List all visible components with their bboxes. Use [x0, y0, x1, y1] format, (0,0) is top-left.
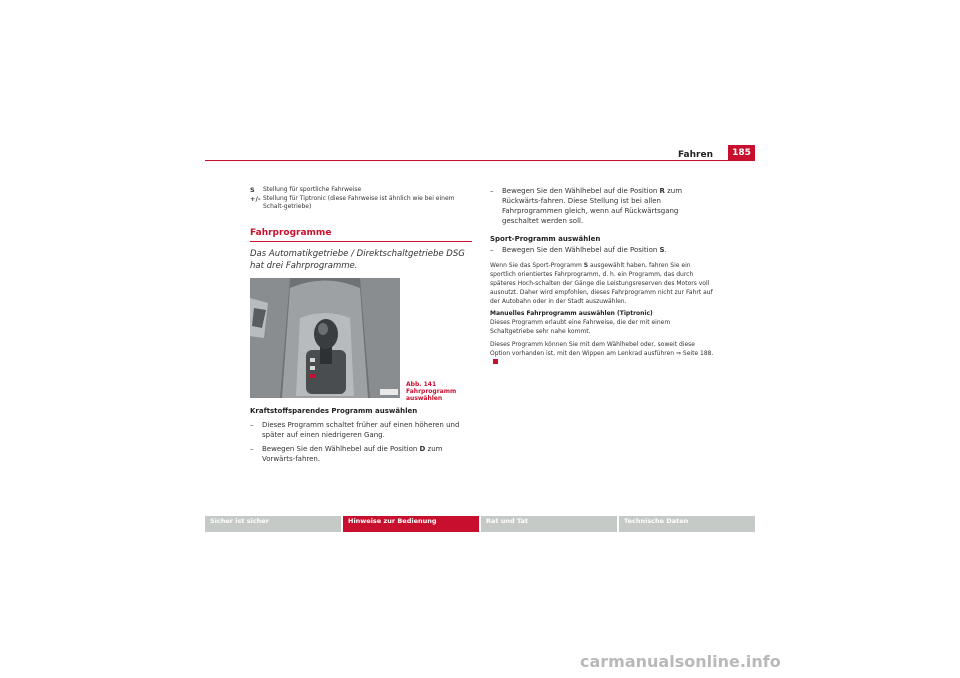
figure-caption: Abb. 141 Fahrprogramm auswählen	[406, 381, 457, 402]
sport-description: Wenn Sie das Sport-Programm S ausgewählt haben, fahren Sie ein sportlich orientiertes Fahrprogramm, d. h. ein Programm, das durch späteres Hoch-schalten der Gänge die Leistungsreserven des Motors voll ausnutzt. Daher wird empfohlen, dieses Fahrprogramm nicht zur Fahrt auf der Autobahn oder in der Stadt auszuwählen.	[490, 262, 713, 305]
gear-selector-illustration	[250, 278, 400, 398]
watermark: carmanualsonline.info	[580, 652, 781, 671]
reverse-step: – Bewegen Sie den Wählhebel auf die Position R zum Rückwärts-fahren. Diese Stellung ist bei allen Fahrprogrammen gleich, wenn auf Rückwärtsgang geschaltet werden soll.	[490, 187, 683, 225]
page-number-badge: 185	[728, 145, 755, 161]
sport-step: – Bewegen Sie den Wählhebel auf die Position S.	[490, 246, 667, 254]
section-title: Fahrprogramme	[250, 228, 472, 242]
footer-tab-advice[interactable]: Rat und Tat	[481, 516, 617, 532]
gear-key-s: S	[659, 246, 665, 254]
legend-key: S	[250, 186, 255, 194]
section-intro: Das Automatikgetriebe / Direktschaltgetriebe DSG hat drei Fahrprogramme.	[250, 249, 465, 271]
legend-text: Stellung für sportliche Fahrweise	[263, 186, 362, 193]
eco-step-2: – Bewegen Sie den Wählhebel auf die Position D zum Vorwärts-fahren.	[250, 445, 443, 463]
page-reference-link[interactable]: Dieses Programm können Sie mit dem Wählhebel oder, soweit diese Option vorhanden ist, mit den Wippen am Lenkrad ausführen ⇒ Seite 188.	[490, 341, 714, 357]
figure	[250, 278, 472, 402]
gear-selector-photo	[250, 278, 400, 398]
legend-key: +/-	[250, 195, 261, 203]
footer-tab-technical-data[interactable]: Technische Daten	[619, 516, 755, 532]
right-column	[490, 186, 715, 367]
eco-step-1: – Dieses Programm schaltet früher auf einen höheren und später auf einen niedrigeren Gang.	[250, 420, 472, 440]
gear-key-d: D	[419, 445, 426, 453]
sport-program-heading: Sport-Programm auswählen	[490, 235, 601, 243]
legend-item-tiptronic	[250, 195, 472, 211]
header-rule	[205, 160, 755, 161]
manual-program-heading: Manuelles Fahrprogramm auswählen (Tiptronic)	[490, 310, 653, 317]
manual-description-1: Dieses Programm erlaubt eine Fahrweise, die der mit einem Schaltgetriebe sehr nahe kommt.	[490, 319, 671, 335]
left-column	[250, 186, 472, 464]
legend-item-s	[250, 186, 472, 194]
section-end-icon	[493, 359, 498, 364]
eco-program-heading: Kraftstoffsparendes Programm auswählen	[250, 407, 418, 415]
footer-tab-safety[interactable]: Sicher ist sicher	[205, 516, 341, 532]
legend-text: Stellung für Tiptronic (diese Fahrweise ist ähnlich wie bei einem Schalt-getriebe)	[263, 195, 455, 210]
gear-key-r: R	[659, 187, 665, 195]
chapter-title: Fahren	[677, 150, 713, 160]
manual-description-2	[490, 340, 715, 367]
footer-tab-operation[interactable]: Hinweise zur Bedienung	[343, 516, 479, 532]
step-text: Dieses Programm schaltet früher auf einen höheren und später auf einen niedrigeren Gang.	[262, 421, 460, 439]
